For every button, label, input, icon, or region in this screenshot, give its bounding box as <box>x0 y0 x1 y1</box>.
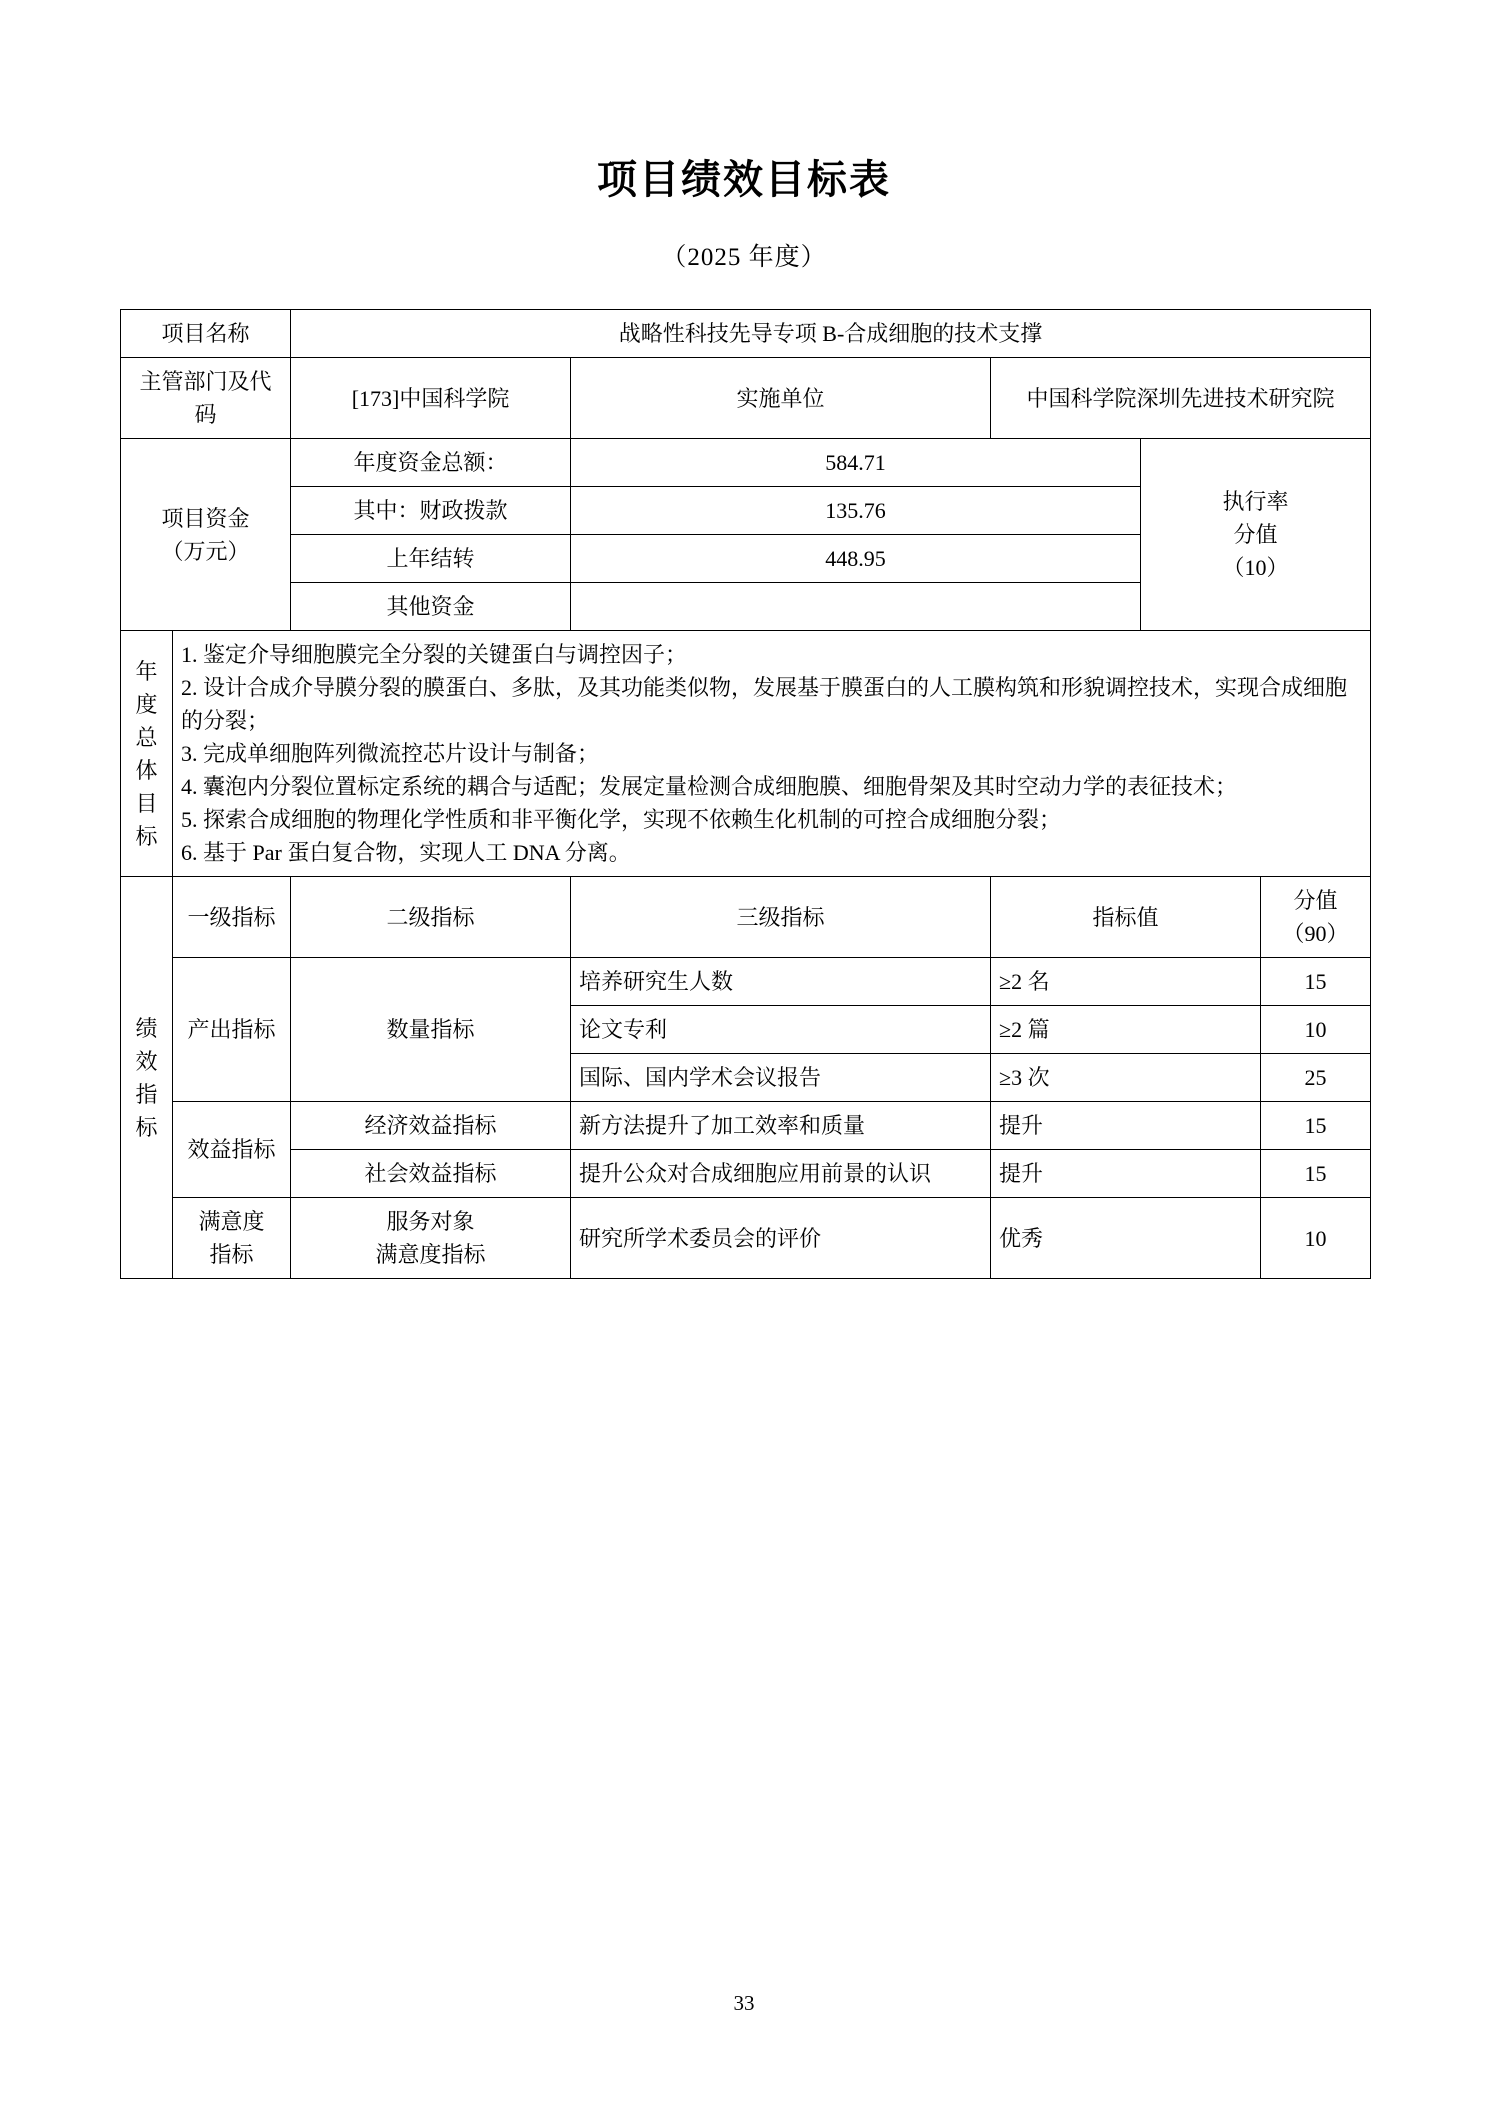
funds-label-line1: 项目资金 <box>161 505 250 531</box>
performance-goal-table <box>120 309 1371 1279</box>
table-row-department <box>121 358 1371 439</box>
implementing-unit-label: 实施单位 <box>571 358 991 439</box>
indicator-header-score <box>1261 877 1371 958</box>
indicator-score: 25 <box>1261 1054 1371 1102</box>
funds-row-label: 其他资金 <box>291 583 571 631</box>
indicator-score: 15 <box>1261 1102 1371 1150</box>
funds-row-value: 135.76 <box>571 487 1141 535</box>
page-subtitle: （2025 年度） <box>661 244 827 271</box>
annual-goal-item: 3. 完成单细胞阵列微流控芯片设计与制备； <box>181 741 600 766</box>
indicator-level2: 数量指标 <box>291 958 571 1102</box>
indicator-header-level1: 一级指标 <box>173 877 291 958</box>
execution-label-line3: （10） <box>1222 555 1289 580</box>
indicator-level1: 效益指标 <box>173 1102 291 1198</box>
indicator-score: 10 <box>1261 1198 1371 1279</box>
indicator-score: 10 <box>1261 1006 1371 1054</box>
indicator-level2: 服务对象 满意度指标 <box>291 1198 571 1279</box>
table-row-funds-total <box>121 439 1371 487</box>
indicator-value: 提升 <box>991 1150 1261 1198</box>
annual-goal-item: 5. 探索合成细胞的物理化学性质和非平衡化学，实现不依赖生化机制的可控合成细胞分裂； <box>181 807 1062 832</box>
indicator-level1: 产出指标 <box>173 958 291 1102</box>
annual-goal-item: 4. 囊泡内分裂位置标定系统的耦合与适配；发展定量检测合成细胞膜、细胞骨架及其时空动力学的表征技术； <box>181 774 1238 799</box>
execution-label-line2: 分值 <box>1233 522 1278 547</box>
indicator-value: 优秀 <box>991 1198 1261 1279</box>
table-row <box>121 1150 1371 1198</box>
indicator-level1: 满意度 指标 <box>173 1198 291 1279</box>
indicator-level3: 新方法提升了加工效率和质量 <box>571 1102 991 1150</box>
indicator-value: ≥3 次 <box>991 1054 1261 1102</box>
table-row-project-name <box>121 310 1371 358</box>
funds-row-label: 上年结转 <box>291 535 571 583</box>
annual-goal-item: 1. 鉴定介导细胞膜完全分裂的关键蛋白与调控因子； <box>181 642 688 667</box>
page-number: 33 <box>733 1991 755 2015</box>
indicator-level2: 经济效益指标 <box>291 1102 571 1150</box>
department-label: 主管部门及代码 <box>121 358 291 439</box>
execution-rate-label <box>1141 439 1371 631</box>
funds-row-label: 年度资金总额： <box>291 439 571 487</box>
funds-label <box>121 439 291 631</box>
indicator-value: ≥2 篇 <box>991 1006 1261 1054</box>
table-row <box>121 1102 1371 1150</box>
execution-label-line1: 执行率 <box>1222 489 1289 514</box>
indicator-level2: 社会效益指标 <box>291 1150 571 1198</box>
annual-goal-item: 2. 设计合成介导膜分裂的膜蛋白、多肽，及其功能类似物，发展基于膜蛋白的人工膜构筑和形貌调控技术，实现合成细胞的分裂； <box>181 675 1348 733</box>
indicator-level3: 提升公众对合成细胞应用前景的认识 <box>571 1150 991 1198</box>
table-row <box>121 958 1371 1006</box>
indicator-header-score-line2: （90） <box>1282 921 1349 946</box>
project-name-label: 项目名称 <box>121 310 291 358</box>
indicator-value: ≥2 名 <box>991 958 1261 1006</box>
indicator-header-level3: 三级指标 <box>571 877 991 958</box>
indicator-value: 提升 <box>991 1102 1261 1150</box>
annual-goal-label: 年 度 总 体 目 标 <box>121 631 173 877</box>
indicator-level3: 培养研究生人数 <box>571 958 991 1006</box>
implementing-unit-value: 中国科学院深圳先进技术研究院 <box>991 358 1371 439</box>
table-row-annual-goal <box>121 631 1371 877</box>
indicator-score: 15 <box>1261 958 1371 1006</box>
funds-row-value: 448.95 <box>571 535 1141 583</box>
performance-indicator-label: 绩 效 指 标 <box>121 877 173 1279</box>
table-row-indicator-header <box>121 877 1371 958</box>
indicator-score: 15 <box>1261 1150 1371 1198</box>
funds-row-label: 其中：财政拨款 <box>291 487 571 535</box>
page-title: 项目绩效目标表 <box>597 158 891 202</box>
funds-label-line2: （万元） <box>161 538 250 564</box>
table-row <box>121 1198 1371 1279</box>
department-value: [173]中国科学院 <box>291 358 571 439</box>
indicator-level3: 论文专利 <box>571 1006 991 1054</box>
annual-goal-content <box>173 631 1371 877</box>
funds-row-value <box>571 583 1141 631</box>
indicator-header-score-line1: 分值 <box>1293 888 1338 913</box>
indicator-header-value: 指标值 <box>991 877 1261 958</box>
annual-goal-item: 6. 基于 Par 蛋白复合物，实现人工 DNA 分离。 <box>181 840 631 865</box>
funds-row-value: 584.71 <box>571 439 1141 487</box>
indicator-level3: 国际、国内学术会议报告 <box>571 1054 991 1102</box>
indicator-level3: 研究所学术委员会的评价 <box>571 1198 991 1279</box>
indicator-header-level2: 二级指标 <box>291 877 571 958</box>
project-name-value: 战略性科技先导专项 B-合成细胞的技术支撑 <box>291 310 1371 358</box>
